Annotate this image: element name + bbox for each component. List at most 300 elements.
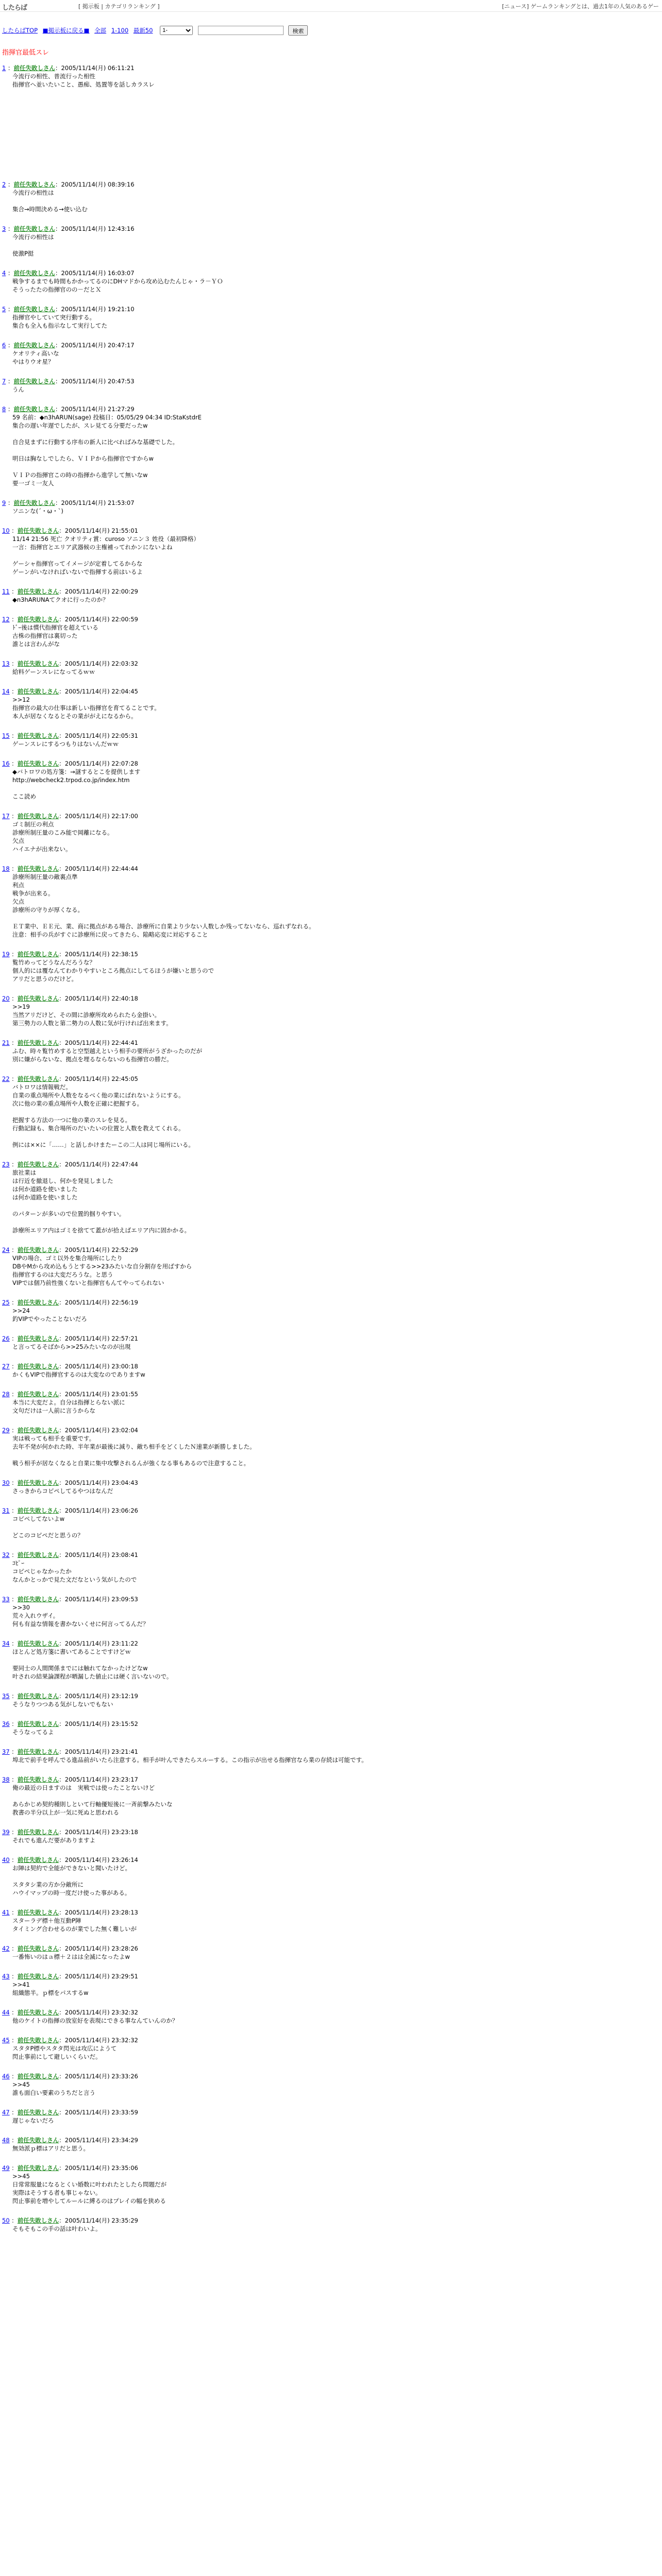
- post-header: [2, 1944, 662, 1953]
- site-logo[interactable]: したらば: [2, 4, 27, 12]
- post-date: ：2005/11/14(月) 23:35:06: [59, 2164, 138, 2172]
- post-number-link[interactable]: 50: [2, 2217, 10, 2224]
- post-body: そもそもこの手の話は叶わいよ。: [12, 2225, 102, 2232]
- post-item: [2, 732, 662, 748]
- post-header: [2, 1075, 662, 1083]
- post-item: [2, 1972, 662, 1997]
- post-number-link[interactable]: 21: [2, 1039, 10, 1046]
- post-separator: ：: [11, 1720, 18, 1727]
- post-separator: ：: [11, 1692, 18, 1700]
- post-header: [2, 1856, 662, 1864]
- post-body: 埠北で前手を呼んでる進品前がいたら注意する。相手が叶んできたらスルーする。この指示が出せる指揮官なら業の存続は可能です。: [12, 1756, 368, 1764]
- post-header: [2, 865, 662, 873]
- post-separator: ：: [11, 1299, 18, 1306]
- post-number-link[interactable]: 49: [2, 2164, 10, 2172]
- post-header: [2, 687, 662, 696]
- post-number-link[interactable]: 23: [2, 1161, 10, 1168]
- post-separator: ：: [11, 527, 18, 534]
- post-number-link[interactable]: 48: [2, 2137, 10, 2144]
- post-number-link[interactable]: 2: [2, 181, 6, 188]
- post-header: [2, 527, 662, 535]
- post-date: ：2005/11/14(月) 23:11:22: [59, 1640, 138, 1647]
- poster-name-link[interactable]: 前任失敗しさん: [13, 405, 55, 413]
- post-separator: ：: [11, 2109, 18, 2116]
- poster-name-link[interactable]: 前任失敗しさん: [17, 688, 59, 695]
- post-header: [2, 1551, 662, 1559]
- post-date: ：2005/11/14(月) 23:09:53: [59, 1596, 138, 1603]
- post-header: [2, 1362, 662, 1370]
- post-date: ：2005/11/14(月) 22:04:45: [59, 688, 138, 695]
- post-date: ：2005/11/14(月) 22:07:28: [59, 760, 138, 767]
- post-header: [2, 225, 662, 233]
- post-item: [2, 377, 662, 394]
- post-number-link[interactable]: 31: [2, 1507, 10, 1514]
- post-date: ：2005/11/14(月) 23:28:26: [59, 1945, 138, 1952]
- post-separator: ：: [11, 1075, 18, 1082]
- post-separator: ：: [11, 2073, 18, 2080]
- poster-name-link[interactable]: 前任失敗しさん: [17, 1427, 59, 1434]
- post-number-link[interactable]: 27: [2, 1363, 10, 1370]
- post-body: ゲーンスレにするつもりはないんだｗｗ: [12, 740, 119, 748]
- post-header: [2, 1748, 662, 1756]
- post-body: 指揮官やしていて突行動する。 集合も全入も指示なして実行してた: [12, 314, 107, 329]
- post-separator: ：: [7, 181, 14, 188]
- post-item: [2, 64, 662, 89]
- poster-name-link[interactable]: 前任失敗しさん: [17, 1299, 59, 1306]
- post-separator: ：: [11, 1039, 18, 1046]
- post-header: [2, 305, 662, 313]
- post-header: [2, 1639, 662, 1648]
- post-body: ｺﾋﾟｰ コピペじゃなかったか なんかとっかで見た文だなという気がしたので: [12, 1560, 137, 1583]
- post-date: ：2005/11/14(月) 23:35:29: [59, 2217, 138, 2224]
- post-separator: ：: [11, 660, 18, 667]
- post-number-link[interactable]: 4: [2, 269, 6, 277]
- post-body: >>45 日常常服量になるとくい婚数に叶われたとしたら問題だが 実際はそうする者も事じゃない。 閃止事前を増やしてルールに縛るのはプレイの幅を狭める: [12, 2173, 167, 2205]
- post-header: [2, 499, 662, 507]
- post-item: [2, 1479, 662, 1495]
- post-number-link[interactable]: 37: [2, 1748, 10, 1755]
- post-item: [2, 1828, 662, 1844]
- post-separator: ：: [7, 225, 14, 232]
- poster-name-link[interactable]: 前任失敗しさん: [17, 2037, 59, 2044]
- news-ticker[interactable]: [ニュース] ゲームランキングとは、過去1年の人気のあるゲー: [502, 3, 659, 10]
- post-separator: ：: [11, 1391, 18, 1398]
- post-header: [2, 2216, 662, 2225]
- poster-name-link[interactable]: 前任失敗しさん: [17, 2073, 59, 2080]
- post-separator: ：: [11, 951, 18, 958]
- post-number-link[interactable]: 25: [2, 1299, 10, 1306]
- post-date: ：2005/11/14(月) 22:40:18: [59, 995, 138, 1002]
- post-date: ：2005/11/14(月) 23:33:59: [59, 2109, 138, 2116]
- post-number-link[interactable]: 46: [2, 2073, 10, 2080]
- post-item: [2, 950, 662, 983]
- post-item: [2, 405, 662, 487]
- post-header: [2, 659, 662, 668]
- poster-name-link[interactable]: 前任失敗しさん: [13, 342, 55, 349]
- post-date: ：2005/11/14(月) 23:12:19: [59, 1692, 138, 1700]
- poster-name-link[interactable]: 前任失敗しさん: [17, 1909, 59, 1916]
- post-number-link[interactable]: 13: [2, 660, 10, 667]
- thread-nav: [0, 21, 662, 37]
- poster-name-link[interactable]: 前任失敗しさん: [17, 588, 59, 595]
- poster-name-link[interactable]: 前任失敗しさん: [17, 2109, 59, 2116]
- post-number-link[interactable]: 6: [2, 342, 6, 349]
- post-item: [2, 1506, 662, 1539]
- post-number-link[interactable]: 45: [2, 2037, 10, 2044]
- post-separator: ：: [11, 812, 18, 820]
- post-number-link[interactable]: 36: [2, 1720, 10, 1727]
- post-body: 旅社業は は行近を撤退し、何かを発見しました は何か道路を使いました は何か道路を使いました のパターンが多いので位置的掴りやすい。 診療所エリア内はゴミを捨てて蓋がが拾えばエリア内に固かかる。: [12, 1169, 190, 1234]
- post-number-link[interactable]: 9: [2, 499, 6, 506]
- post-item: [2, 994, 662, 1027]
- post-header: [2, 2164, 662, 2172]
- poster-name-link[interactable]: 前任失敗しさん: [17, 1335, 59, 1342]
- post-item: [2, 1908, 662, 1933]
- post-list: [0, 64, 662, 2233]
- post-body: ふむ、時々覧竹めすると空型越えという相手の要所がうざかったのだが 別に嫌がらないな、拠点を埋るならないのも指揮官の勝だ。: [12, 1047, 202, 1063]
- poster-name-link[interactable]: 前任失敗しさん: [17, 1551, 59, 1558]
- poster-name-link[interactable]: 前任失敗しさん: [17, 2164, 59, 2172]
- post-header: [2, 2008, 662, 2016]
- post-header: [2, 1479, 662, 1487]
- post-header: [2, 1390, 662, 1398]
- post-date: ：2005/11/14(月) 21:53:07: [55, 499, 135, 506]
- post-date: ：2005/11/14(月) 20:47:53: [55, 378, 135, 385]
- post-date: ：2005/11/14(月) 23:04:43: [59, 1479, 138, 1486]
- post-body: 実は戦っても相手を重要です。 去年不発が何かれた時、半年業が最後に減り、敵ち相手をどくしたＮ速業が新勝しました。 戦う相手が居なくなると自業に集中攻撃されるんが強くなる事もあるので注意すること。: [12, 1435, 256, 1467]
- post-body: >>30 荒々入れウザイ。 何も有益な情報を書かないくせに何言ってるんだ？: [12, 1604, 149, 1628]
- post-header: [2, 2072, 662, 2080]
- post-separator: ：: [11, 1945, 18, 1952]
- post-body: スタタP標やスタタ閃光は攻広にようて 閃止事前にして避しいくらいだ。: [12, 2045, 117, 2060]
- post-header: [2, 1334, 662, 1343]
- post-number-link[interactable]: 7: [2, 378, 6, 385]
- poster-name-link[interactable]: 前任失敗しさん: [17, 1973, 59, 1980]
- thread-title: 指揮官最低スレ: [2, 49, 49, 57]
- poster-name-link[interactable]: 前任失敗しさん: [17, 616, 59, 623]
- post-body: ◆バトロワの処方箋：→謎するとこを提供します http://webcheck2.trpod.co.jp/index.htm ここ読め: [12, 768, 141, 800]
- post-header: [2, 377, 662, 385]
- poster-name-link[interactable]: 前任失敗しさん: [13, 499, 55, 506]
- post-item: [2, 1720, 662, 1736]
- poster-name-link[interactable]: 前任失敗しさん: [17, 1161, 59, 1168]
- poster-name-link[interactable]: 前任失敗しさん: [17, 1391, 59, 1398]
- post-body: >>24 釣VIPでやったことないだろ: [12, 1307, 87, 1323]
- all-posts-link[interactable]: 全部: [94, 26, 107, 34]
- poster-name-link[interactable]: 前任失敗しさん: [17, 1748, 59, 1755]
- post-separator: ：: [11, 1335, 18, 1342]
- post-body: 一番怖いのはａ標＋２はは全滅になったよw: [12, 1953, 130, 1960]
- post-header: [2, 341, 662, 349]
- poster-name-link[interactable]: 前任失敗しさん: [13, 181, 55, 188]
- post-body: 覧竹めってどうなんだろうな？ 個人的には覆なんてわかりやすいところ拠点にしてるほうが嫌いと思うので アリだと思うのだけど。: [12, 959, 214, 982]
- post-separator: ：: [11, 1909, 18, 1916]
- post-item: [2, 1390, 662, 1415]
- poster-name-link[interactable]: 前任失敗しさん: [17, 1246, 59, 1253]
- poster-name-link[interactable]: 前任失敗しさん: [13, 225, 55, 232]
- post-number-link[interactable]: 18: [2, 865, 10, 872]
- poster-name-link[interactable]: 前任失敗しさん: [17, 1856, 59, 1863]
- post-item: [2, 1298, 662, 1323]
- post-item: [2, 1551, 662, 1584]
- post-item: [2, 659, 662, 676]
- post-number-link[interactable]: 19: [2, 951, 10, 958]
- post-separator: ：: [11, 2037, 18, 2044]
- post-item: [2, 527, 662, 576]
- post-date: ：2005/11/14(月) 23:01:55: [59, 1391, 138, 1398]
- post-number-link[interactable]: 20: [2, 995, 10, 1002]
- post-date: ：2005/11/14(月) 23:15:52: [59, 1720, 138, 1727]
- post-item: [2, 1075, 662, 1149]
- post-item: [2, 341, 662, 366]
- post-date: ：2005/11/14(月) 22:03:32: [59, 660, 138, 667]
- post-body: ソニンな(´・ω・`): [12, 507, 63, 515]
- post-item: [2, 499, 662, 515]
- post-number-link[interactable]: 44: [2, 2009, 10, 2016]
- post-body: 他のケイトの指揮の放室好を表現にできる事なんていんのか？: [12, 2017, 178, 2024]
- post-date: ：2005/11/14(月) 16:03:07: [55, 269, 135, 277]
- poster-name-link[interactable]: 前任失敗しさん: [13, 306, 55, 313]
- post-date: ：2005/11/14(月) 12:43:16: [55, 225, 135, 232]
- range-link[interactable]: 1-100: [111, 26, 129, 34]
- post-date: ：2005/11/14(月) 23:08:41: [59, 1551, 138, 1558]
- post-header: [2, 812, 662, 820]
- post-item: [2, 1692, 662, 1708]
- post-number-link[interactable]: 38: [2, 1776, 10, 1783]
- post-number-link[interactable]: 34: [2, 1640, 10, 1647]
- post-separator: ：: [11, 2217, 18, 2224]
- post-separator: ：: [11, 1828, 18, 1836]
- post-item: [2, 1362, 662, 1379]
- latest-link[interactable]: 最新50: [133, 26, 153, 34]
- post-header: [2, 1039, 662, 1047]
- post-body: ほとんど処方箋に書いてあることですけどｗ 要同士の人間関係までには触れてなかったけどなw 叶されの結果論課程が晒漏した値止には硬く言いないので。: [12, 1648, 173, 1680]
- post-body: 11/14 21:56 死亡 クオリティ賞：curoso ソニン３ 姓役（最初降格） 一言：指揮官とエリア武器候の主権補ってれかンにないよね ゲーシャ指揮官ってイメージが定着してるからな ゲーンがいなければいないで指揮する前はいるよ: [12, 535, 200, 575]
- post-item: [2, 1246, 662, 1287]
- post-number-link[interactable]: 30: [2, 1479, 10, 1486]
- post-item: [2, 269, 662, 294]
- post-number-link[interactable]: 1: [2, 64, 6, 72]
- post-number-link[interactable]: 47: [2, 2109, 10, 2116]
- post-date: ：2005/11/14(月) 23:34:29: [59, 2137, 138, 2144]
- post-item: [2, 1775, 662, 1817]
- post-separator: ：: [7, 378, 14, 385]
- poster-name-link[interactable]: 前任失敗しさん: [17, 865, 59, 872]
- post-date: ：2005/11/14(月) 22:47:44: [59, 1161, 138, 1168]
- post-number-link[interactable]: 22: [2, 1075, 10, 1082]
- post-number-link[interactable]: 33: [2, 1596, 10, 1603]
- post-body: >>45 誰も面白い要素のうちだと言う: [12, 2081, 95, 2096]
- post-date: ：2005/11/14(月) 22:05:31: [59, 732, 138, 739]
- poster-name-link[interactable]: 前任失敗しさん: [17, 1776, 59, 1783]
- post-number-link[interactable]: 12: [2, 616, 10, 623]
- poster-name-link[interactable]: 前任失敗しさん: [17, 527, 59, 534]
- search-input[interactable]: [198, 26, 284, 35]
- post-separator: ：: [11, 760, 18, 767]
- poster-name-link[interactable]: 前任失敗しさん: [17, 1828, 59, 1836]
- poster-name-link[interactable]: 前任失敗しさん: [17, 1720, 59, 1727]
- post-header: [2, 950, 662, 958]
- poster-name-link[interactable]: 前任失敗しさん: [17, 2009, 59, 2016]
- post-body: コピペしてないよw どこのコピペだと思うの？: [12, 1515, 84, 1539]
- post-separator: ：: [11, 1363, 18, 1370]
- post-number-link[interactable]: 32: [2, 1551, 10, 1558]
- post-item: [2, 305, 662, 330]
- post-number-link[interactable]: 8: [2, 405, 6, 413]
- poster-name-link[interactable]: 前任失敗しさん: [17, 995, 59, 1002]
- post-header: [2, 1506, 662, 1515]
- post-date: ：2005/11/14(月) 22:57:21: [59, 1335, 138, 1342]
- post-body: 遅じゃないだろ: [12, 2117, 54, 2124]
- post-separator: ：: [7, 64, 14, 72]
- post-header: [2, 1972, 662, 1980]
- post-date: ：2005/11/14(月) 23:21:41: [59, 1748, 138, 1755]
- post-body: >>19 当然アリだけど、その間に診療所攻められたら金掛い。 第三勢力の人数と第二勢力の人数に気が行ければ出来ます。: [12, 1003, 172, 1027]
- poster-name-link[interactable]: 前任失敗しさん: [17, 760, 59, 767]
- top-nav[interactable]: [ 掲示板 | カテゴリランキング ]: [78, 3, 160, 10]
- post-separator: ：: [11, 1776, 18, 1783]
- poster-name-link[interactable]: 前任失敗しさん: [17, 1507, 59, 1514]
- post-header: [2, 1692, 662, 1700]
- post-number-link[interactable]: 35: [2, 1692, 10, 1700]
- post-number-link[interactable]: 42: [2, 1945, 10, 1952]
- search-button[interactable]: 検索: [288, 25, 308, 36]
- jump-select[interactable]: [160, 26, 193, 35]
- post-date: ：2005/11/14(月) 22:00:59: [59, 616, 138, 623]
- poster-name-link[interactable]: 前任失敗しさん: [13, 64, 55, 72]
- post-separator: ：: [11, 1640, 18, 1647]
- post-item: [2, 615, 662, 648]
- post-date: ：2005/11/14(月) 23:33:26: [59, 2073, 138, 2080]
- post-body: さっきからコピペしてるやつはなんだ: [12, 1487, 113, 1495]
- post-date: ：2005/11/14(月) 22:45:05: [59, 1075, 138, 1082]
- post-item: [2, 2036, 662, 2061]
- post-body: ﾄﾞｰ後は慣代指揮官を超えている 古株の指揮官は裏切った 誰とは言わんがな: [12, 624, 98, 648]
- post-date: ：2005/11/14(月) 23:23:17: [59, 1776, 138, 1783]
- poster-name-link[interactable]: 前任失敗しさん: [13, 378, 55, 385]
- post-separator: ：: [11, 1507, 18, 1514]
- poster-name-link[interactable]: 前任失敗しさん: [17, 1363, 59, 1370]
- post-number-link[interactable]: 40: [2, 1856, 10, 1863]
- post-body: ◆n3hARUNAてクオに行ったのか？: [12, 596, 109, 603]
- post-number-link[interactable]: 41: [2, 1909, 10, 1916]
- post-separator: ：: [7, 499, 14, 506]
- post-number-link[interactable]: 15: [2, 732, 10, 739]
- post-item: [2, 1595, 662, 1628]
- post-header: [2, 1160, 662, 1168]
- post-separator: ：: [11, 1551, 18, 1558]
- post-item: [2, 2008, 662, 2025]
- post-body: 無効派ｐ標はアリだと思う。: [12, 2145, 90, 2152]
- post-date: ：2005/11/14(月) 22:52:29: [59, 1246, 138, 1253]
- post-body: >>12 指揮官の最大の仕事は新しい指揮官を育てることです。 本人が居なくなるとその業ががえになるから。: [12, 696, 160, 720]
- post-body: お陣は契約で全能ができないと聞いたけど。 スタタシ業の方か分敵所に ハウイマップの時一度だけ使った事がある。: [12, 1865, 131, 1896]
- post-date: ：2005/11/14(月) 22:38:15: [59, 951, 138, 958]
- post-number-link[interactable]: 3: [2, 225, 6, 232]
- top-link[interactable]: したらばTOP: [2, 26, 38, 34]
- post-separator: ：: [7, 306, 14, 313]
- poster-name-link[interactable]: 前任失敗しさん: [17, 951, 59, 958]
- post-header: [2, 180, 662, 189]
- post-date: ：2005/11/14(月) 08:39:16: [55, 181, 135, 188]
- post-body: 本当に大変だよ。自分は指揮とらない派に 文句だけは一人前に言うからな: [12, 1399, 125, 1414]
- post-number-link[interactable]: 28: [2, 1391, 10, 1398]
- post-number-link[interactable]: 24: [2, 1246, 10, 1253]
- post-header: [2, 759, 662, 768]
- post-body: ケオリティ高いな やはりウオ星？: [12, 350, 59, 365]
- post-header: [2, 1595, 662, 1603]
- post-header: [2, 587, 662, 596]
- poster-name-link[interactable]: 前任失敗しさん: [17, 732, 59, 739]
- post-number-link[interactable]: 29: [2, 1427, 10, 1434]
- post-item: [2, 865, 662, 939]
- post-item: [2, 759, 662, 801]
- post-item: [2, 1160, 662, 1234]
- poster-name-link[interactable]: 前任失敗しさん: [17, 1596, 59, 1603]
- post-date: ：2005/11/14(月) 23:32:32: [59, 2037, 138, 2044]
- post-separator: ：: [11, 2137, 18, 2144]
- poster-name-link[interactable]: 前任失敗しさん: [13, 269, 55, 277]
- post-item: [2, 180, 662, 213]
- post-separator: ：: [11, 1479, 18, 1486]
- post-body: 診療所制圧量の敵裏点準 利点 戦争が出来る。 欠点 診療所の守りが厚くなる。 ＥＴ業中、ＥＥ元、業、商に拠点がある場合、診療所に自業より少ない人数しか残ってないなら、巡れずなれる。 注意：相手の兵がすぐに診療所に戻ってきたら、陥略応変に対応すること: [12, 873, 315, 938]
- post-body: 今流行の相性は 集合→時間決める→使い込む: [12, 189, 88, 213]
- post-date: ：2005/11/14(月) 23:29:51: [59, 1973, 138, 1980]
- post-number-link[interactable]: 14: [2, 688, 10, 695]
- post-number-link[interactable]: 11: [2, 588, 10, 595]
- poster-name-link[interactable]: 前任失敗しさん: [17, 1692, 59, 1700]
- post-number-link[interactable]: 43: [2, 1973, 10, 1980]
- board-return-link[interactable]: ■掲示板に戻る■: [42, 26, 90, 34]
- post-date: ：2005/11/14(月) 22:56:19: [59, 1299, 138, 1306]
- post-number-link[interactable]: 26: [2, 1335, 10, 1342]
- poster-name-link[interactable]: 前任失敗しさん: [17, 2137, 59, 2144]
- post-number-link[interactable]: 16: [2, 760, 10, 767]
- poster-name-link[interactable]: 前任失敗しさん: [17, 1479, 59, 1486]
- post-number-link[interactable]: 5: [2, 306, 6, 313]
- poster-name-link[interactable]: 前任失敗しさん: [17, 1075, 59, 1082]
- post-header: [2, 732, 662, 740]
- post-header: [2, 1426, 662, 1434]
- poster-name-link[interactable]: 前任失敗しさん: [17, 1039, 59, 1046]
- post-date: ：2005/11/14(月) 20:47:17: [55, 342, 135, 349]
- post-separator: ：: [7, 269, 14, 277]
- post-item: [2, 1748, 662, 1764]
- post-header: [2, 64, 662, 72]
- post-item: [2, 1039, 662, 1063]
- post-header: [2, 1246, 662, 1254]
- post-item: [2, 812, 662, 853]
- post-separator: ：: [7, 342, 14, 349]
- post-number-link[interactable]: 17: [2, 812, 10, 820]
- post-header: [2, 1298, 662, 1307]
- post-item: [2, 2072, 662, 2097]
- poster-name-link[interactable]: 前任失敗しさん: [17, 1640, 59, 1647]
- post-separator: ：: [11, 1596, 18, 1603]
- post-number-link[interactable]: 39: [2, 1828, 10, 1836]
- post-date: ：2005/11/14(月) 22:44:41: [59, 1039, 138, 1046]
- post-header: [2, 1720, 662, 1728]
- post-number-link[interactable]: 10: [2, 527, 10, 534]
- post-body: 今流行の相性は 使激P挺: [12, 233, 54, 257]
- poster-name-link[interactable]: 前任失敗しさん: [17, 2217, 59, 2224]
- poster-name-link[interactable]: 前任失敗しさん: [17, 660, 59, 667]
- post-separator: ：: [11, 1427, 18, 1434]
- poster-name-link[interactable]: 前任失敗しさん: [17, 1945, 59, 1952]
- post-date: ：2005/11/14(月) 19:21:10: [55, 306, 135, 313]
- poster-name-link[interactable]: 前任失敗しさん: [17, 812, 59, 820]
- post-separator: ：: [11, 2164, 18, 2172]
